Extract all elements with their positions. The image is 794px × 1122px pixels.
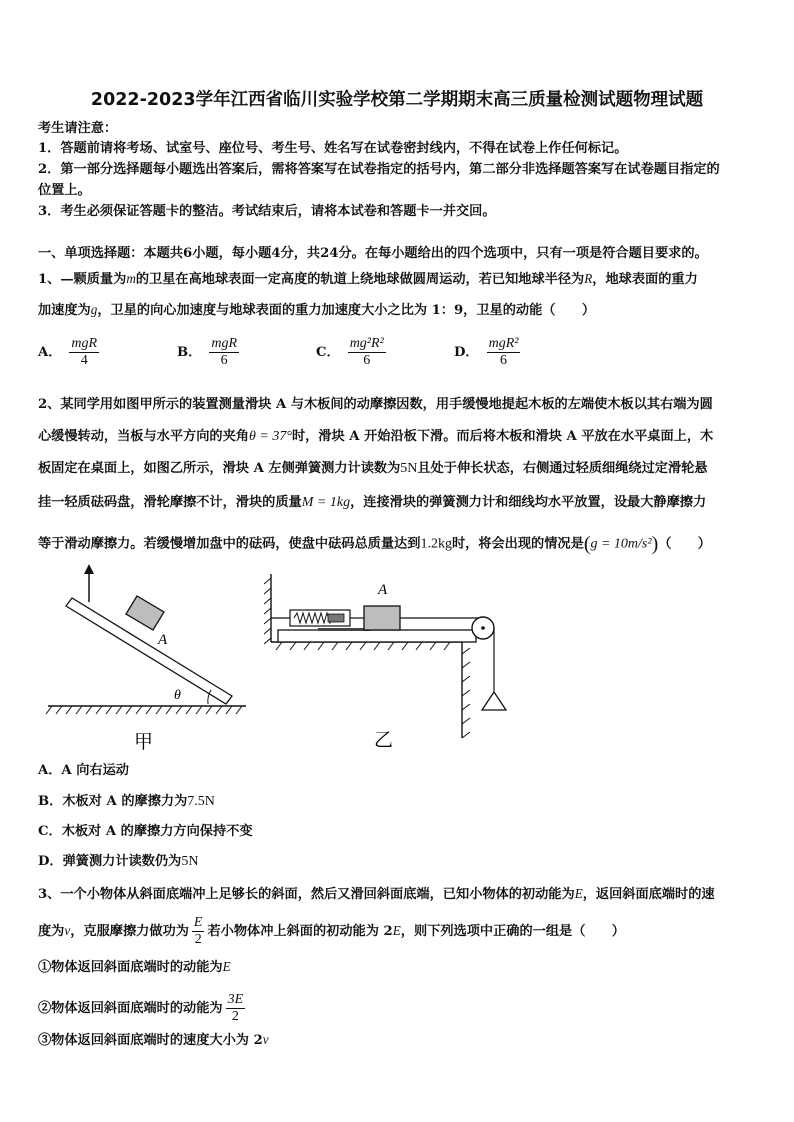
q1-option-d: D． $\frac{\text{mgR²}}{6}$ [454,336,519,368]
q2-line-3: 板固定在桌面上，如图乙所示，滑块 A 左侧弹簧测力计读数为5N且处于伸长状态，右侧通过轻质细绳绕过定滑轮悬 [38,461,708,476]
label-theta: θ [174,688,181,703]
figure-yi [262,570,522,754]
ground-hatch [46,706,242,714]
q1-option-a: A． $\frac{\text{mgR}}{4}$ [38,336,98,368]
notice-item-2-cont: 位置上。 [38,183,91,198]
q3-statement-2: ②物体返回斜面底端时的动能为 $\frac{3E}{2}$ [38,992,244,1024]
label-a: A [158,632,168,648]
label-a: A [378,582,388,598]
q1-option-b: B． $\frac{\text{mgR}}{6}$ [177,336,238,368]
wood-board [278,630,476,642]
q2-line-5: 等于滑动摩擦力。若缓慢增加盘中的砝码，使盘中砝码总质量达到1.2kg时，将会出现的情况是(g = 10m/s²)（ ） [38,533,711,555]
q3-statement-3: ③物体返回斜面底端时的速度大小为 2v [38,1032,269,1048]
q2-line-4: 挂一轻质砝码盘，滑轮摩擦不计，滑块的质量M = 1kg，连接滑块的弹簧测力计和细线均水平放置，设最大静摩擦力 [38,495,707,510]
fraction: $\frac{E}{2}$ [193,915,203,947]
notice-item-1: 1．答题前请将考场、试室号、座位号、考生号、姓名写在试卷密封线内，不得在试卷上作任何标记。 [38,141,628,156]
q1-option-c: C． $\frac{\text{mg²R²}}{6}$ [316,336,384,368]
q3-line-2: 度为v，克服摩擦力做功为 $\frac{E}{2}$ 若小物体冲上斜面的初动能为 2E，则下列选项中正确的一组是（ ） [38,915,625,947]
q3-statement-1: ①物体返回斜面底端时的动能为E [38,959,231,975]
page-title: 2022-2023学年江西省临川实验学校第二学期期末高三质量检测试题物理试题 [90,90,704,110]
notice-item-3: 3．考生必须保证答题卡的整洁。考试结束后，请将本试卷和答题卡一并交回。 [38,204,496,219]
caption-yi: 乙 [374,730,394,751]
block-a [364,606,400,630]
table-hatch [276,642,470,738]
notice-item-2: 2．第一部分选择题每小题选出答案后，需将答案写在试卷指定的括号内，第二部分非选择题答案写在试卷题目指定的 [38,162,720,177]
q1-line-1: 1、—颗质量为m的卫星在高地球表面一定高度的轨道上绕地球做圆周运动，若已知地球半径为R，地球表面的重力 [38,271,698,287]
notice-heading: 考生请注意： [38,121,118,136]
pulley-axle [481,626,485,630]
block-a [126,596,164,630]
figure-jia [40,562,250,754]
q2-option-d: D．弹簧测力计读数仍为5N [38,854,199,869]
fraction: $\frac{\text{mgR}}{4}$ [71,336,98,368]
weight-pan [482,692,506,710]
q2-line-2: 心缓慢转动，当板与水平方向的夹角θ = 37°时，滑块 A 开始沿板下滑。而后将木板和滑块 A 平放在水平桌面上，木 [38,429,714,444]
q2-option-c: C．木板对 A 的摩擦力方向保持不变 [38,824,253,839]
caption-jia: 甲 [134,732,154,753]
arrow-head [84,564,94,574]
q1-line-2: 加速度为g，卫星的向心加速度与地球表面的重力加速度大小之比为 1：9，卫星的动能（ ） [38,302,596,318]
q2-option-a: A．A 向右运动 [38,763,129,778]
fraction: $\frac{\text{mg²R²}}{6}$ [349,336,384,368]
fraction: $\frac{\text{mgR}}{6}$ [211,336,238,368]
spring-base [318,628,370,631]
section-heading: 一、单项选择题：本题共6小题，每小题4分，共24分。在每小题给出的四个选项中，只有一项是符合题目要求的。 [38,246,708,261]
q2-line-1: 2、某同学用如图甲所示的装置测量滑块 A 与木板间的动摩擦因数，用手缓慢地提起木板的左端使木板以其右端为圆 [38,397,713,412]
fraction: $\frac{\text{mgR²}}{6}$ [488,336,519,368]
q2-option-b: B．木板对 A 的摩擦力为7.5N [38,794,215,809]
wall-hatch [264,578,271,644]
fraction: $\frac{3E}{2}$ [227,992,244,1024]
balance-indicator [328,614,344,622]
q3-line-1: 3、一个小物体从斜面底端冲上足够长的斜面，然后又滑回斜面底端，已知小物体的初动能为E，返回斜面底端时的速 [38,886,715,902]
